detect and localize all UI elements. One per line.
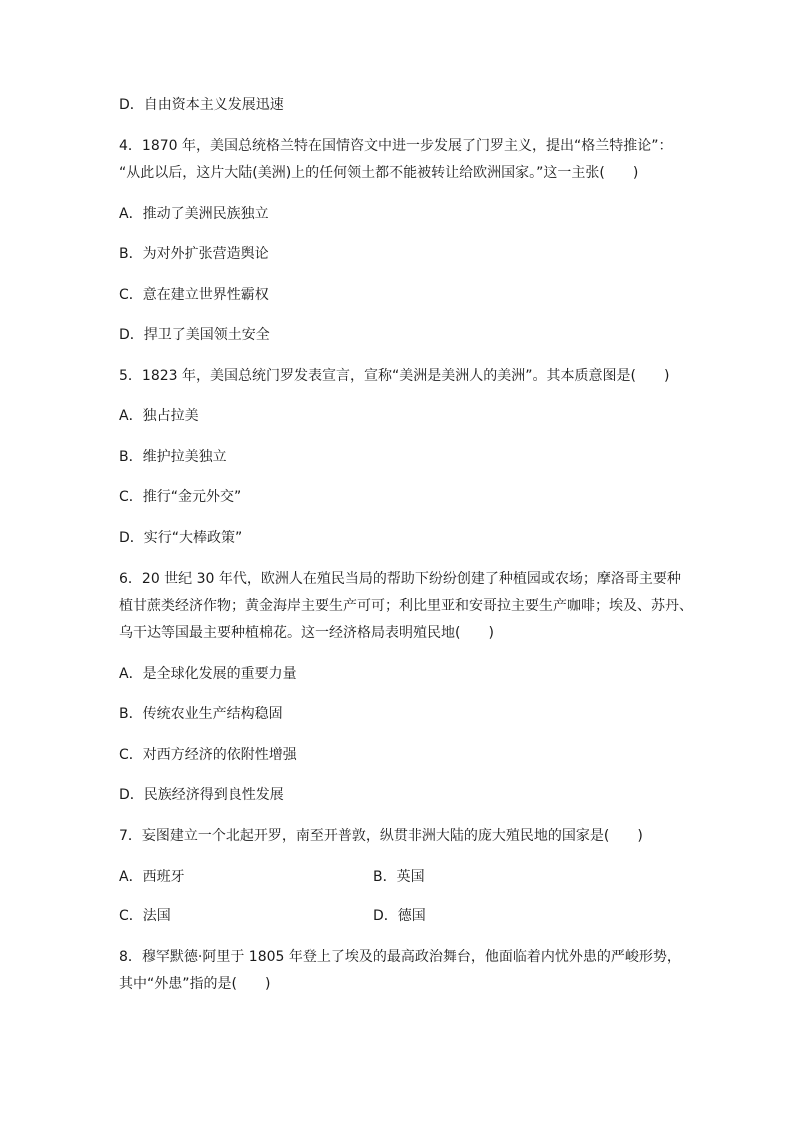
q6-stem-line2: 植甘蔗类经济作物；黄金海岸主要生产可可；利比里亚和安哥拉主要生产咖啡；埃及、苏丹、 — [119, 598, 693, 614]
q6-option-c: C．对西方经济的依附性增强 — [119, 747, 297, 763]
q7-option-c: C．法国 — [119, 908, 171, 924]
q4-option-a: A．推动了美洲民族独立 — [119, 206, 269, 222]
q7-option-a: A．西班牙 — [119, 869, 185, 885]
q6-option-b: B．传统农业生产结构稳固 — [119, 706, 283, 722]
q5-stem: 5．1823 年，美国总统门罗发表宣言，宣称“美洲是美洲人的美洲”。其本质意图是( ) — [119, 368, 670, 384]
q4-option-c: C．意在建立世界性霸权 — [119, 287, 269, 303]
q4-option-d: D．捍卫了美国领土安全 — [119, 327, 270, 343]
q6-stem-line1: 6．20 世纪 30 年代，欧洲人在殖民当局的帮助下纷纷创建了种植园或农场；摩洛哥主要种 — [119, 571, 681, 587]
q8-stem-line1: 8．穆罕默德·阿里于 1805 年登上了埃及的最高政治舞台，他面临着内忧外患的严峻形势， — [119, 949, 681, 965]
q4-stem-line1: 4．1870 年，美国总统格兰特在国情咨文中进一步发展了门罗主义，提出“格兰特推论”： — [119, 138, 673, 154]
q5-option-a: A．独占拉美 — [119, 408, 199, 424]
q3-option-d: D．自由资本主义发展迅速 — [119, 97, 284, 113]
q4-stem-line2: “从此以后，这片大陆(美洲)上的任何领土都不能被转让给欧洲国家。”这一主张( ) — [119, 165, 639, 181]
q5-option-b: B．维护拉美独立 — [119, 449, 227, 465]
q4-option-b: B．为对外扩张营造舆论 — [119, 246, 269, 262]
q7-option-d: D．德国 — [373, 908, 426, 924]
q6-stem-line3: 乌干达等国最主要种植棉花。这一经济格局表明殖民地( ) — [119, 625, 494, 641]
q7-stem: 7．妄图建立一个北起开罗，南至开普敦，纵贯非洲大陆的庞大殖民地的国家是( ) — [119, 828, 643, 844]
q6-option-d: D．民族经济得到良性发展 — [119, 787, 284, 803]
q6-option-a: A．是全球化发展的重要力量 — [119, 666, 297, 682]
q8-stem-line2: 其中“外患”指的是( ) — [119, 976, 271, 992]
q7-option-b: B．英国 — [373, 869, 425, 885]
q5-option-d: D．实行“大棒政策” — [119, 530, 243, 546]
q5-option-c: C．推行“金元外交” — [119, 489, 242, 505]
